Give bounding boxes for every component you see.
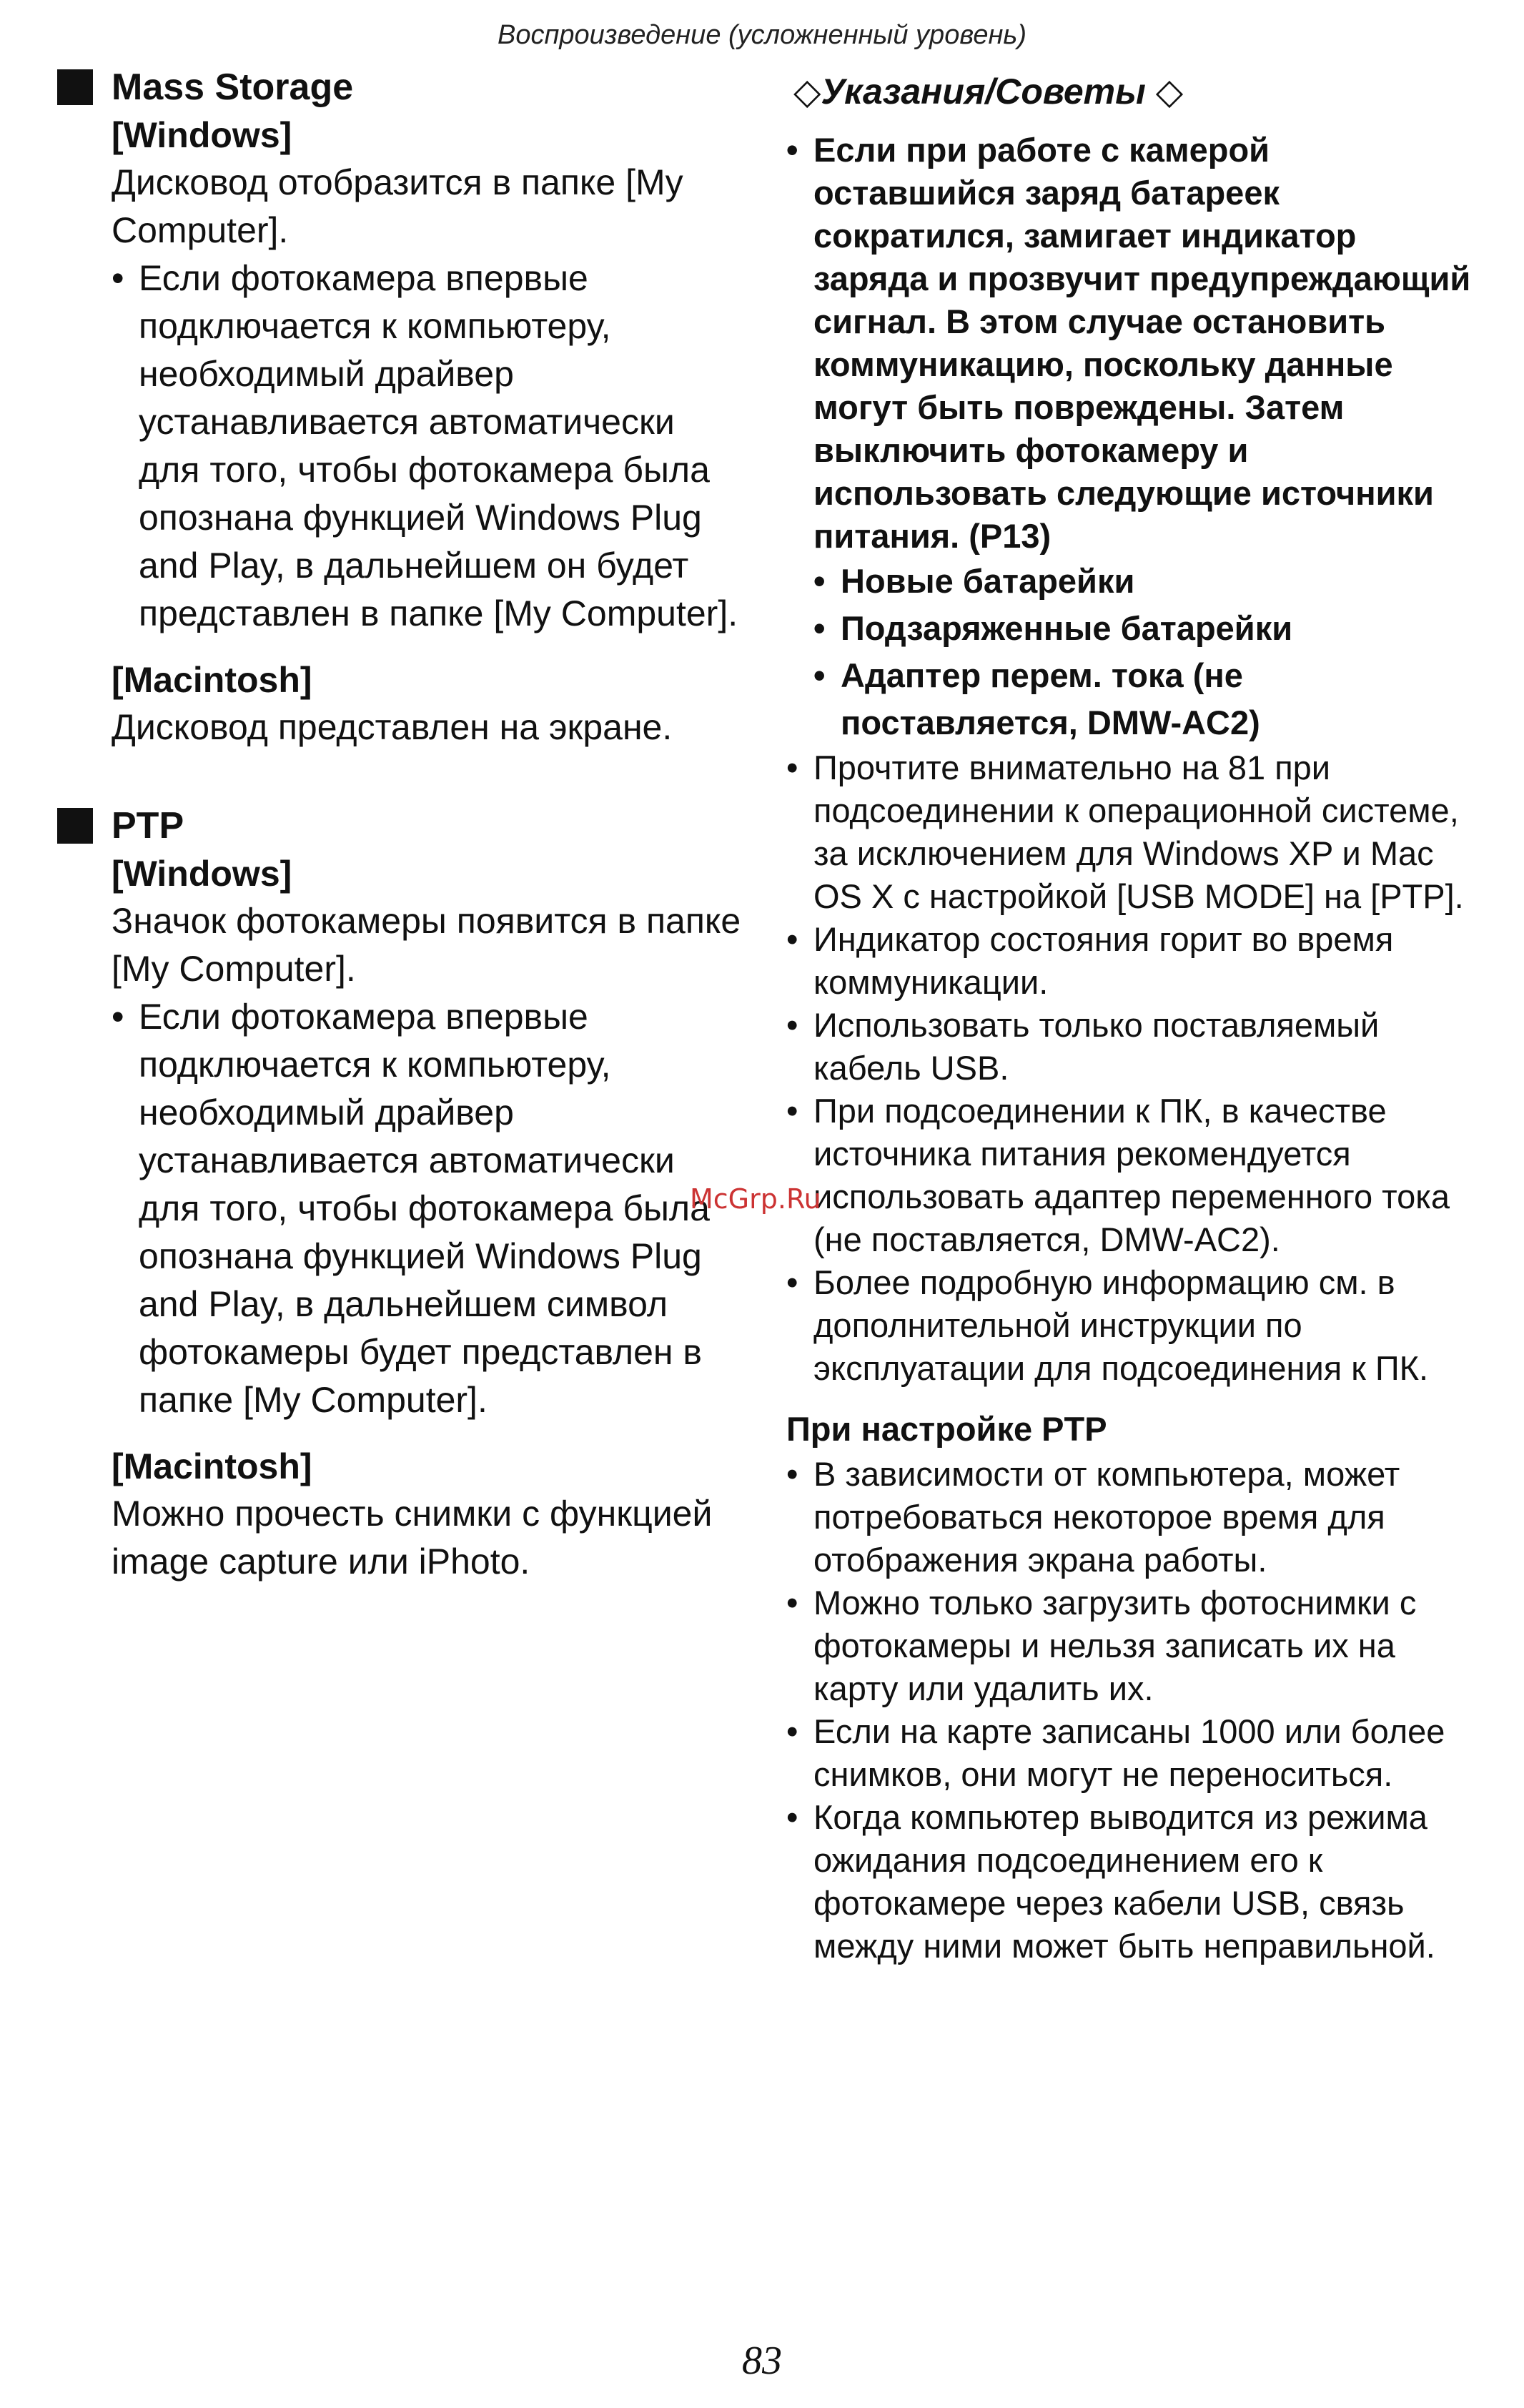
- ptp-windows-label: [Windows]: [112, 854, 292, 894]
- ptp-title: PTP: [112, 805, 184, 847]
- section-ptp-heading: [57, 801, 743, 850]
- list-item: [786, 1261, 1473, 1390]
- mass-storage-mac-text: Дисковод представлен на экране.: [112, 707, 673, 747]
- list-item: [786, 1004, 1473, 1090]
- diamond-icon: ◇: [1155, 71, 1184, 112]
- power-source-text: Новые батарейки: [841, 562, 1135, 600]
- power-source-item: [813, 605, 1473, 652]
- list-item-text: Использовать только поставляемый кабель USB.: [813, 1006, 1380, 1087]
- list-item-text: Прочтите внимательно на 81 при подсоединении к операционной системе, за исключением для Windows XP и Mac OS X с настройкой [USB MODE] на [PTP].: [813, 749, 1464, 915]
- bullet-icon: •: [112, 997, 124, 1037]
- bullet-icon: •: [786, 1584, 798, 1622]
- right-column: [786, 63, 1473, 1968]
- bullet-icon: •: [786, 1455, 798, 1493]
- ptp-windows-bullet: [112, 993, 743, 1424]
- mass-storage-windows-text: Дисковод отобразится в папке [My Computer].: [112, 162, 683, 250]
- list-item: [786, 918, 1473, 1004]
- ptp-mac-text: Можно прочесть снимки с функцией image capture или iPhoto.: [112, 1494, 713, 1582]
- tips-title: Указания/Советы: [821, 71, 1146, 112]
- bullet-icon: •: [786, 920, 798, 958]
- mass-storage-title: Mass Storage: [112, 66, 354, 108]
- ptp-windows-text: Значок фотокамеры появится в папке [My Computer].: [112, 901, 741, 989]
- tips-heading: [793, 63, 1473, 120]
- section-mass-storage-heading: [57, 63, 743, 112]
- ptp-mac-label: [Macintosh]: [112, 1446, 312, 1486]
- bullet-icon: •: [786, 131, 798, 169]
- ptp-settings-heading: При настройке PTP: [786, 1410, 1107, 1448]
- watermark: McGrp.Ru: [690, 1183, 821, 1215]
- list-item: [786, 1710, 1473, 1796]
- list-item-text: Индикатор состояния горит во время коммуникации.: [813, 920, 1394, 1001]
- section-square-icon: [57, 808, 93, 844]
- section-square-icon: [57, 69, 93, 105]
- list-item: [786, 1582, 1473, 1710]
- power-source-item: [813, 558, 1473, 605]
- list-item-text: При подсоединении к ПК, в качестве источника питания рекомендуется использовать адаптер переменного тока (не поставляется, DMW-AC2).: [813, 1092, 1450, 1258]
- bullet-icon: •: [786, 1006, 798, 1044]
- bullet-icon: •: [813, 656, 826, 694]
- list-item-text: В зависимости от компьютера, может потребоваться некоторое время для отображения экрана работы.: [813, 1455, 1400, 1579]
- list-item-text: Можно только загрузить фотоснимки с фотокамеры и нельзя записать их на карту или удалить их.: [813, 1584, 1417, 1707]
- power-source-text: Адаптер перем. тока (не поставляется, DMW-AC2): [841, 656, 1260, 741]
- list-item: [786, 1796, 1473, 1968]
- bullet-icon: •: [786, 1798, 798, 1836]
- page-header: Воспроизведение (усложненный уровень): [497, 20, 1027, 50]
- bullet-text: Если фотокамера впервые подключается к компьютеру, необходимый драйвер устанавливается автоматически для того, чтобы фотокамера была опознана функцией Windows Plug and Play, в дальнейшем он будет представлен в папке [My Computer].: [139, 258, 738, 633]
- mass-storage-windows-label: [Windows]: [112, 115, 292, 155]
- warning-text: Если при работе с камерой оставшийся заряд батареек сократился, замигает индикатор заряда и прозвучит предупреждающий сигнал. В этом случае остановить коммуникацию, поскольку данные могут быть повреждены. Затем выключить фотокамеру и использовать следующие источники питания. (P13): [813, 131, 1471, 555]
- bullet-icon: •: [786, 749, 798, 786]
- list-item-text: Более подробную информацию см. в дополнительной инструкции по эксплуатации для подсоединения к ПК.: [813, 1263, 1429, 1387]
- bullet-icon: •: [786, 1712, 798, 1750]
- bullet-icon: •: [112, 258, 124, 298]
- bullet-text: Если фотокамера впервые подключается к компьютеру, необходимый драйвер устанавливается автоматически для того, чтобы фотокамера была опознана функцией Windows Plug and Play, в дальнейшем символ фотокамеры будет представлен в папке [My Computer].: [139, 997, 710, 1420]
- power-source-item: [813, 652, 1473, 746]
- warning-bullet: [786, 129, 1473, 558]
- bullet-icon: •: [813, 609, 826, 647]
- list-item-text: Когда компьютер выводится из режима ожидания подсоединением его к фотокамере через кабели USB, связь между ними может быть неправильной.: [813, 1798, 1435, 1965]
- bullet-icon: •: [786, 1263, 798, 1301]
- bullet-icon: •: [786, 1092, 798, 1130]
- diamond-icon: ◇: [793, 71, 821, 112]
- mass-storage-mac-label: [Macintosh]: [112, 660, 312, 700]
- power-source-text: Подзаряженные батарейки: [841, 609, 1293, 647]
- list-item: [786, 1090, 1473, 1261]
- bullet-icon: •: [813, 562, 826, 600]
- mass-storage-windows-bullet: [112, 255, 743, 638]
- list-item: [786, 746, 1473, 918]
- list-item: [786, 1453, 1473, 1582]
- page-number: 83: [742, 2339, 782, 2383]
- list-item-text: Если на карте записаны 1000 или более снимков, они могут не переноситься.: [813, 1712, 1445, 1793]
- left-column: [57, 63, 743, 1586]
